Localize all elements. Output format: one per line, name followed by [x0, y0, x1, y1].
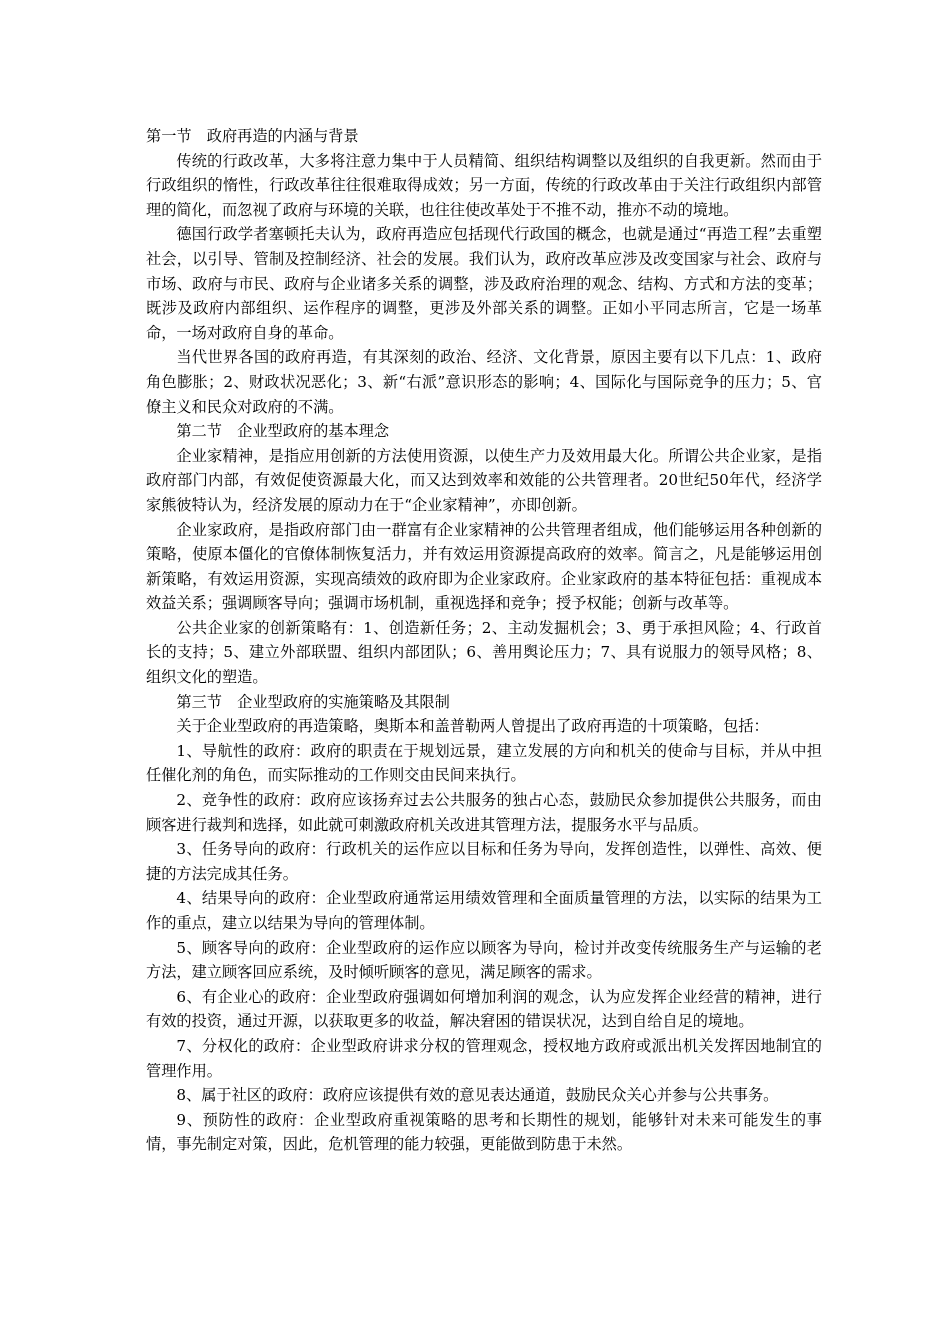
document-page	[146, 124, 822, 1157]
strategy-item-8: 8、属于社区的政府：政府应该提供有效的意见表达通道，鼓励民众关心并参与公共事务。	[176, 1086, 779, 1105]
strategy-item-3: 3、任务导向的政府：行政机关的运作应以目标和任务为导向，发挥创造性，以弹性、高效、便捷的方法完成其任务。	[146, 840, 822, 883]
section-1-paragraph-2: 德国行政学者塞顿托夫认为，政府再造应包括现代行政国的概念，也就是通过“再造工程”去重塑社会，以引导、管制及控制经济、社会的发展。我们认为，政府改革应涉及改变国家与社会、政府与市场、政府与市民、政府与企业诸多关系的调整，涉及政府治理的观念、结构、方式和方法的变革；既涉及政府内部组织、运作程序的调整，更涉及外部关系的调整。正如小平同志所言，它是一场革命，一场对政府自身的革命。	[146, 225, 822, 342]
strategy-item-7: 7、分权化的政府：企业型政府讲求分权的管理观念，授权地方政府或派出机关发挥因地制宜的管理作用。	[146, 1036, 822, 1080]
section-1-heading: 第一节 政府再造的内涵与背景	[146, 127, 359, 145]
strategy-item-5: 5、顾客导向的政府：企业型政府的运作应以顾客为导向，检讨并改变传统服务生产与运输的老方法，建立顾客回应系统，及时倾听顾客的意见，满足顾客的需求。	[146, 938, 822, 982]
section-2-paragraph-3: 公共企业家的创新策略有：1、创造新任务；2、主动发掘机会；3、勇于承担风险；4、行政首长的支持；5、建立外部联盟、组织内部团队；6、善用舆论压力；7、具有说服力的领导风格；8、组织文化的塑造。	[146, 618, 822, 687]
section-3-heading: 第三节 企业型政府的实施策略及其限制	[176, 692, 450, 711]
section-2-heading: 第二节 企业型政府的基本理念	[176, 422, 390, 441]
strategy-item-6: 6、有企业心的政府：企业型政府强调如何增加利润的观念，认为应发挥企业经营的精神，进行有效的投资，通过开源，以获取更多的收益，解决窘困的错误状况，达到自给自足的境地。	[146, 987, 822, 1031]
strategy-item-1: 1、导航性的政府：政府的职责在于规划远景，建立发展的方向和机关的使命与目标，并从中担任催化剂的角色，而实际推动的工作则交由民间来执行。	[146, 741, 822, 785]
section-3-intro: 关于企业型政府的再造策略，奥斯本和盖普勒两人曾提出了政府再造的十项策略，包括：	[176, 717, 769, 736]
strategy-item-2: 2、竞争性的政府：政府应该扬弃过去公共服务的独占心态，鼓励民众参加提供公共服务，而由顾客进行裁判和选择，如此就可刺激政府机关改进其管理方法，提服务水平与品质。	[146, 791, 822, 834]
section-2-paragraph-1: 企业家精神，是指应用创新的方法使用资源，以使生产力及效用最大化。所谓公共企业家，是指政府部门内部，有效促使资源最大化，而又达到效率和效能的公共管理者。20世纪50年代，经济学家熊彼特认为，经济发展的原动力在于“企业家精神”，亦即创新。	[146, 446, 822, 514]
section-1-paragraph-1: 传统的行政改革，大多将注意力集中于人员精简、组织结构调整以及组织的自我更新。然而由于行政组织的惰性，行政改革往往很难取得成效；另一方面，传统的行政改革由于关注行政组织内部管理的简化，而忽视了政府与环境的关联，也往往使改革处于不推不动，推亦不动的境地。	[146, 151, 822, 219]
strategy-item-9: 9、预防性的政府：企业型政府重视策略的思考和长期性的规划，能够针对未来可能发生的事情，事先制定对策，因此，危机管理的能力较强，更能做到防患于未然。	[146, 1110, 822, 1154]
section-2-paragraph-2: 企业家政府，是指政府部门由一群富有企业家精神的公共管理者组成，他们能够运用各种创新的策略，使原本僵化的官僚体制恢复活力，并有效运用资源提高政府的效率。简言之，凡是能够运用创新策略，有效运用资源，实现高绩效的政府即为企业家政府。企业家政府的基本特征包括：重视成本效益关系；强调顾客导向；强调市场机制，重视选择和竞争；授予权能；创新与改革等。	[146, 520, 822, 613]
strategy-item-4: 4、结果导向的政府：企业型政府通常运用绩效管理和全面质量管理的方法，以实际的结果为工作的重点，建立以结果为导向的管理体制。	[146, 889, 822, 932]
section-1-paragraph-3: 当代世界各国的政府再造，有其深刻的政治、经济、文化背景，原因主要有以下几点：1、政府角色膨胀；2、财政状况恶化；3、新“右派”意识形态的影响；4、国际化与国际竞争的压力；5、官僚主义和民众对政府的不满。	[146, 348, 822, 416]
